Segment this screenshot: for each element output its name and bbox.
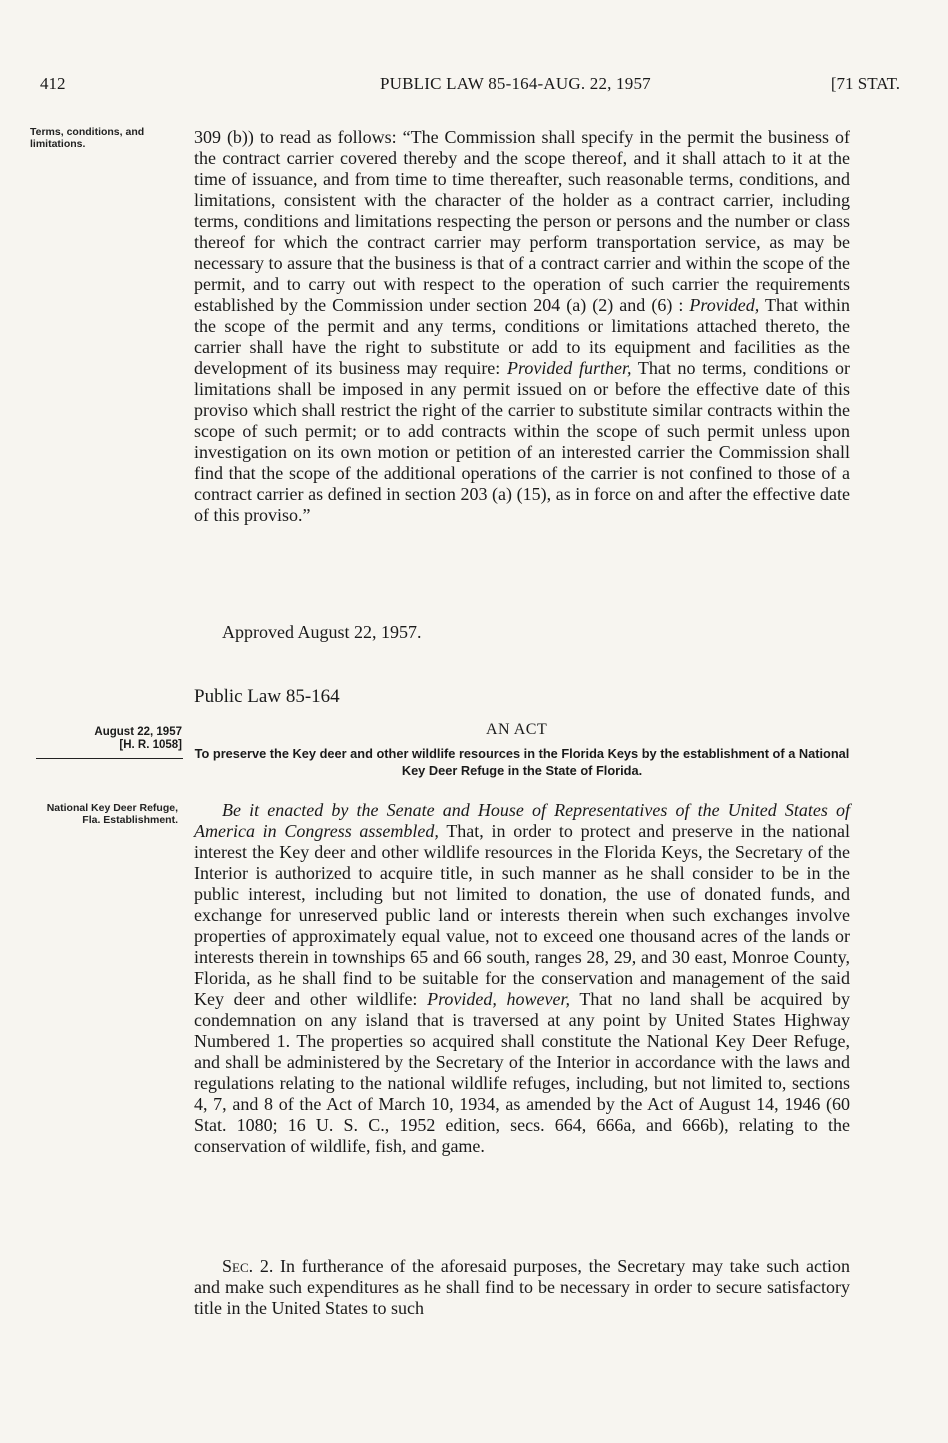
date-divider xyxy=(36,758,183,759)
amendment-text-3: That no terms, conditions or limitations shall be imposed in any permit issued on or before the effective date of this proviso which shall restrict the right of the carrier to substitute similar contracts within the scope of such permit; or to add contracts within the scope of such permit unless upon investigation on its own motion or petition of an interested carrier the Commission shall find that the scope of the additional operations of the carrier is not confined to those of a contract carrier as defined in section 203 (a) (15), as in force on and after the effective date of this proviso.” xyxy=(194,358,851,525)
section-text-amendment xyxy=(194,127,850,526)
amendment-text-1: 309 (b)) to read as follows: “The Commission shall specify in the permit the business of the contract carrier covered thereby and the scope thereof, and it shall attach to it at the time of issuance, and from time to time thereafter, such reasonable terms, conditions, and limitations, consistent with the character of the holder as a contract carrier, including terms, conditions and limitations respecting the person or persons and the number or class thereof for which the contract carrier may perform transportation service, as may be necessary to assure that the business is that of a contract carrier and within the scope of the permit, and to carry out with respect to the operation of such carrier the requirements established by the Commission under section 204 (a) (2) and (6) : xyxy=(194,127,850,315)
public-law-title: Public Law 85-164 xyxy=(194,686,340,707)
enactment-date: August 22, 1957 xyxy=(94,726,182,738)
section-1-text xyxy=(194,800,850,1157)
provided-italic: Provided, xyxy=(689,295,760,315)
section-1-text-b: That no land shall be acquired by condemnation on any island that is traversed at any point by United States Highway Numbered 1. The properties so acquired shall constitute the National Key Deer Refuge, and shall be administered by the Secretary of the Interior in accordance with the laws and regulations relating to the national wildlife refuges, including, but not limited to, sections 4, 7, and 8 of the Act of March 10, 1934, as amended by the Act of August 14, 1946 (60 Stat. 1080; 16 U. S. C., 1952 edition, secs. 664, 666a, and 666b), relating to the conservation of wildlife, fish, and game. xyxy=(194,989,851,1156)
section-2-text xyxy=(194,1256,850,1319)
provided-further-italic: Provided further, xyxy=(507,358,632,378)
provided-however-italic: Provided, however, xyxy=(427,989,571,1009)
bill-number: [H. R. 1058] xyxy=(119,739,182,751)
enactment-date-block xyxy=(36,726,182,752)
an-act-heading: AN ACT xyxy=(486,721,548,738)
section-2-label: Sec. 2. xyxy=(222,1256,274,1276)
margin-note-refuge: National Key Deer Refuge, Fla. Establishment. xyxy=(46,802,178,826)
section-1-text-a: That, in order to protect and preserve in the national interest the Key deer and other wildlife resources in the Florida Keys, the Secretary of the Interior is authorized to acquire title, in such manner as he shall consider to be in the public interest, including but not limited to donation, the use of donated funds, and exchange for unreserved public land or interests therein when such exchanges involve properties of approximately equal value, not to exceed one thousand acres of the lands or interests therein in townships 65 and 66 south, ranges 28, 29, and 30 east, Monroe County, Florida, as he shall find to be suitable for the conservation and management of the said Key deer and other wildlife: xyxy=(194,821,850,1009)
page-header xyxy=(40,74,900,100)
amendment-text-2: That within the scope of the permit and any terms, conditions or limitations attached thereto, the carrier shall have the right to substitute or add to its equipment and facilities as the development of its business may require: xyxy=(194,295,850,378)
running-title: PUBLIC LAW 85-164-AUG. 22, 1957 xyxy=(380,74,651,93)
act-purpose: To preserve the Key deer and other wildlife resources in the Florida Keys by the establishment of a National Key Deer Refuge in the State of Florida. xyxy=(194,746,850,778)
enacting-clause: Be it enacted by the Senate and House of Representatives of the United States of America in Congress assembled, xyxy=(194,800,850,841)
statute-reference: [71 STAT. xyxy=(830,74,900,93)
approval-line: Approved August 22, 1957. xyxy=(222,622,422,642)
section-2-body: In furtherance of the aforesaid purposes, the Secretary may take such action and make such expenditures as he shall find to be necessary in order to secure satisfactory title in the United States to such xyxy=(194,1256,851,1318)
margin-note-terms: Terms, conditions, and limitations. xyxy=(30,126,145,150)
page-number: 412 xyxy=(40,74,66,93)
